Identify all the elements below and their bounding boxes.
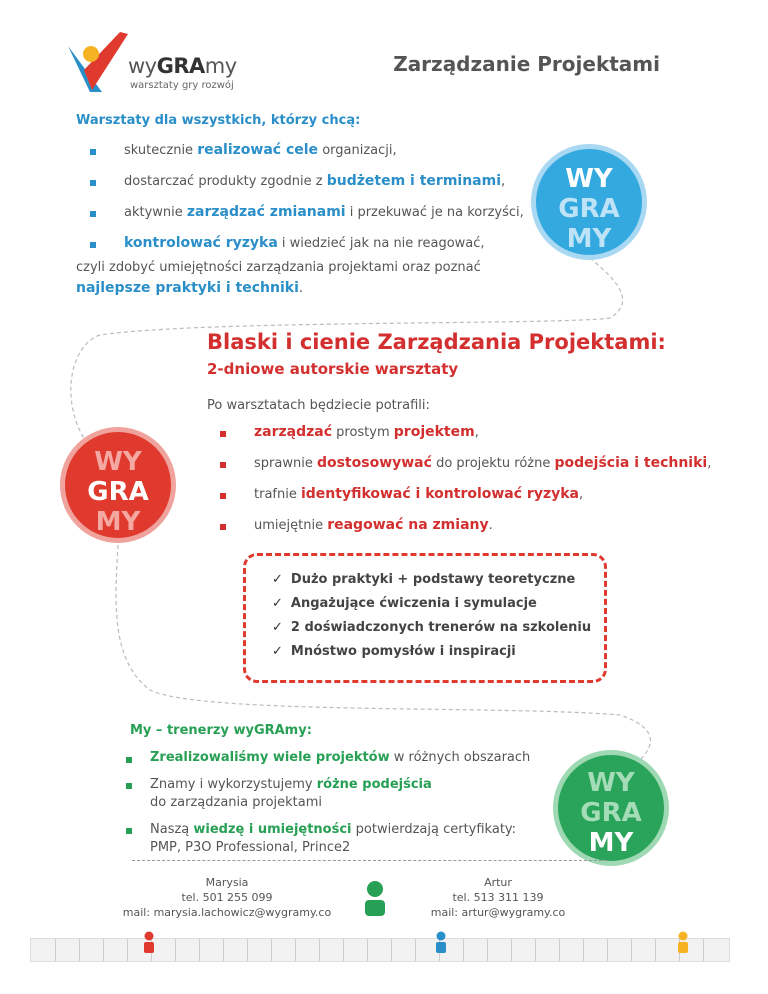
pawn-yellow-icon (676, 931, 690, 953)
contact-left: Marysia tel. 501 255 099 mail: marysia.lachowicz@wygramy.co (112, 875, 342, 920)
intro-summary: czyli zdobyć umiejętności zarządzania projektami oraz poznać najlepsze praktyki i techniki. (76, 260, 481, 296)
intro-heading: Warsztaty dla wszystkich, którzy chcą: (76, 113, 361, 128)
list-item: trafnie identyfikować i kontrolować ryzyka, (218, 486, 711, 517)
logo-icon (62, 30, 134, 100)
check-icon: ✓ (272, 572, 283, 587)
contact-right: Artur tel. 513 311 139 mail: artur@wygramy.co (418, 875, 578, 920)
pawn-red-icon (142, 931, 156, 953)
wygramy-badge-red: WY GRA MY (60, 427, 176, 543)
footer-strip (30, 938, 730, 962)
list-item: ✓ 2 doświadczonych trenerów na szkoleniu (272, 620, 592, 635)
divider (132, 860, 607, 861)
logo-text: wyGRAmy (128, 54, 237, 78)
list-item: Naszą wiedzę i umiejętności potwierdzają certyfikaty: PMP, P3O Professional, Prince2 (124, 821, 530, 861)
workshop-title: Blaski i cienie Zarządzania Projektami: (207, 330, 666, 354)
person-icon (362, 880, 388, 916)
trainers-heading: My – trenerzy wyGRAmy: (130, 723, 312, 738)
list-item: dostarczać produkty zgodnie z budżetem i terminami, (88, 173, 524, 204)
list-item: zarządzać prostym projektem, (218, 424, 711, 455)
email-link[interactable]: mail: marysia.lachowicz@wygramy.co (122, 906, 332, 919)
list-item: sprawnie dostosowywać do projektu różne podejścia i techniki, (218, 455, 711, 486)
page-title: Zarządzanie Projektami (393, 52, 660, 76)
benefits-list (272, 572, 591, 668)
list-item: kontrolować ryzyka i wiedzieć jak na nie reagować, (88, 235, 524, 266)
workshop-list (218, 424, 711, 548)
list-item: ✓ Dużo praktyki + podstawy teoretyczne (272, 572, 576, 587)
trainers-list (124, 750, 530, 861)
email-link[interactable]: mail: artur@wygramy.co (430, 906, 566, 919)
list-item: ✓ Angażujące ćwiczenia i symulacje (272, 596, 537, 611)
check-icon: ✓ (272, 620, 283, 635)
list-item: aktywnie zarządzać zmianami i przekuwać je na korzyści, (88, 204, 524, 235)
list-item: umiejętnie reagować na zmiany. (218, 517, 711, 548)
list-item: skutecznie realizować cele organizacji, (88, 142, 524, 173)
list-item: Zrealizowaliśmy wiele projektów w różnych obszarach (124, 750, 530, 776)
logo-tagline: warsztaty gry rozwój (130, 80, 234, 91)
workshop-subtitle: 2-dniowe autorskie warsztaty (207, 360, 459, 378)
pawn-blue-icon (434, 931, 448, 953)
list-item: Znamy i wykorzystujemy różne podejścia do zarządzania projektami (124, 776, 530, 821)
list-item: ✓ Mnóstwo pomysłów i inspiracji (272, 644, 516, 659)
wygramy-badge-green: WY GRA MY (553, 750, 669, 866)
check-icon: ✓ (272, 596, 283, 611)
intro-list (88, 142, 524, 266)
check-icon: ✓ (272, 644, 283, 659)
wygramy-badge-blue: WY GRA MY (531, 144, 647, 260)
workshop-intro: Po warsztatach będziecie potrafili: (207, 398, 430, 413)
